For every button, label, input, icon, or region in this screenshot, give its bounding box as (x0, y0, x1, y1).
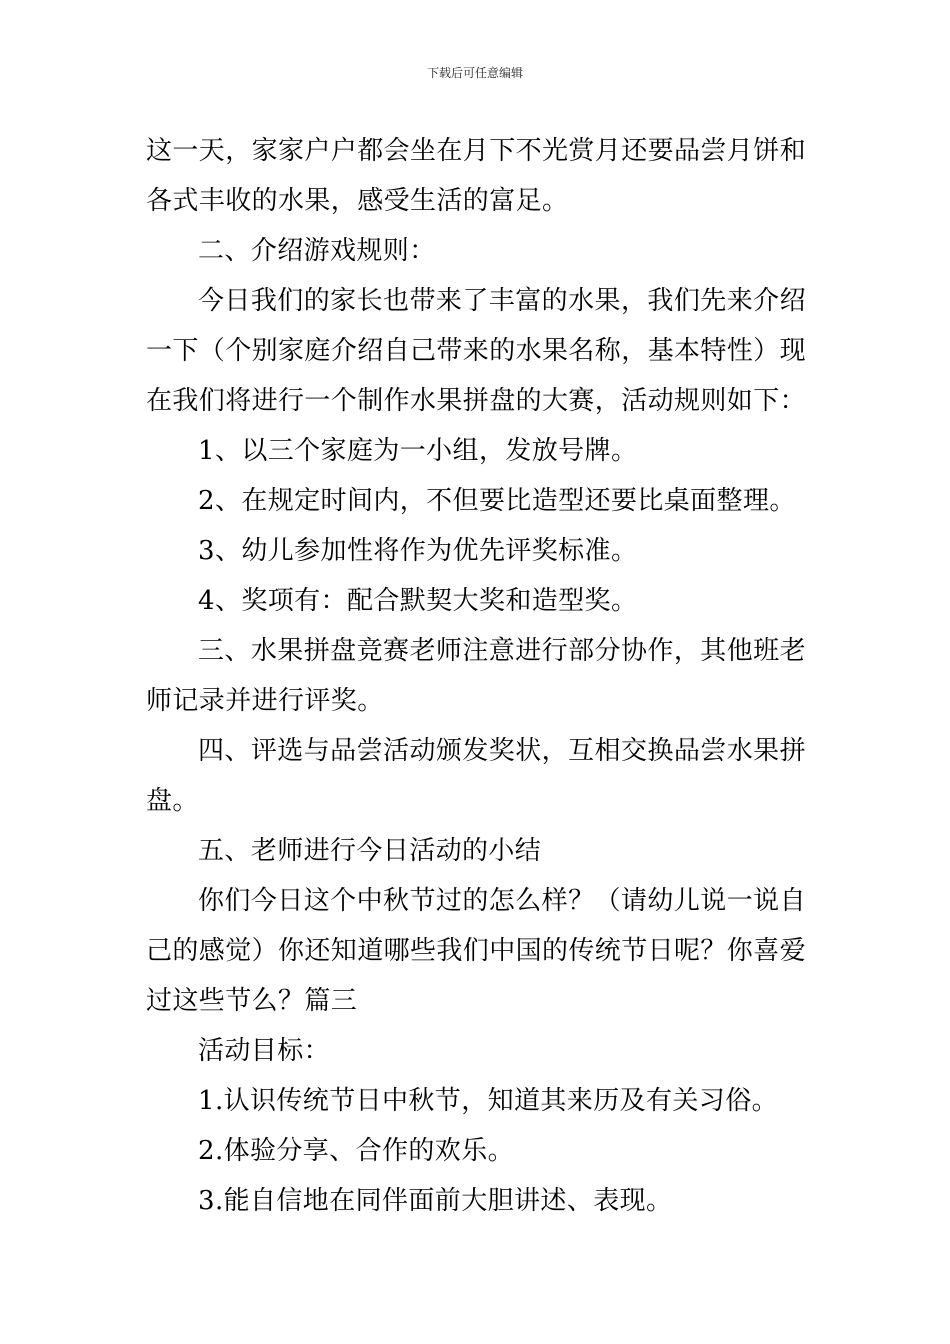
goal-item: 3.能自信地在同伴面前大胆讲述、表现。 (198, 1186, 673, 1216)
rule-item: 4、奖项有：配合默契大奖和造型奖。 (198, 586, 638, 616)
section-heading: 四、评选与品尝活动颁发奖状，互相交换品尝水果拼盘。 (146, 736, 806, 816)
rule-item: 2、在规定时间内，不但要比造型还要比桌面整理。 (198, 486, 796, 516)
section-heading: 活动目标： (198, 1036, 331, 1066)
document-body (146, 126, 806, 1226)
paragraph: 今日我们的家长也带来了丰富的水果，我们先来介绍一下（个别家庭介绍自己带来的水果名称，基本特性）现在我们将进行一个制作水果拼盘的大赛，活动规则如下： (146, 286, 807, 416)
paragraph: 这一天，家家户户都会坐在月下不光赏月还要品尝月饼和各式丰收的水果，感受生活的富足。 (146, 136, 807, 216)
section-heading: 二、介绍游戏规则： (198, 236, 436, 266)
section-heading: 三、水果拼盘竞赛老师注意进行部分协作，其他班老师记录并进行评奖。 (146, 636, 806, 716)
section-heading: 五、老师进行今日活动的小结 (198, 836, 542, 866)
paragraph: 你们今日这个中秋节过的怎么样？（请幼儿说一说自己的感觉）你还知道哪些我们中国的传统节日呢？你喜爱过这些节么？篇三 (146, 886, 807, 1016)
header-note: 下载后可任意编辑 (426, 66, 523, 80)
rule-item: 1、以三个家庭为一小组，发放号牌。 (198, 436, 638, 466)
goal-item: 1.认识传统节日中秋节，知道其来历及有关习俗。 (198, 1086, 779, 1116)
rule-item: 3、幼儿参加性将作为优先评奖标准。 (198, 536, 638, 566)
goal-item: 2.体验分享、合作的欢乐。 (198, 1136, 515, 1166)
